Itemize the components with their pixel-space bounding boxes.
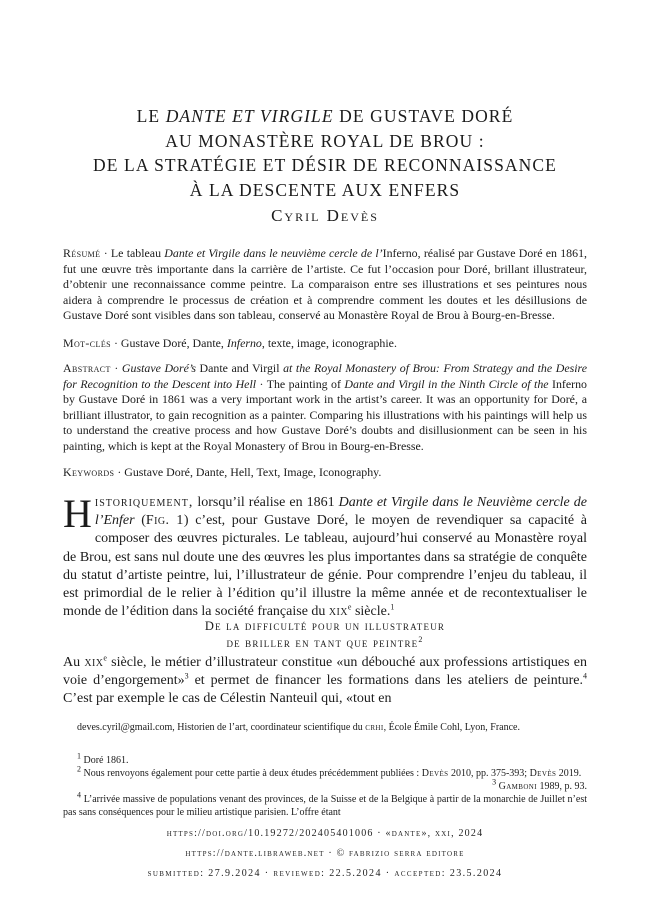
resume-text: Inferno, réalisé par Gustave Doré en 1861, fut une œuvre très importante dans la carrière de l’artiste. Ce fut l’occasion pour Doré, brillant illustrateur, d’obtenir une reconnaissance comme peintre. La comparaison entre ses illustrations et ses peintures nous aidera à comprendre le processus de création et à comprendre comment les doutes et les désillusions de Gustave Doré sont visibles dans son tableau, conservé au Monastère Royal de Brou à Bourg-en-Bresse. bbox=[63, 246, 587, 323]
title-line-2: AU MONASTÈRE ROYAL DE BROU : bbox=[165, 130, 485, 151]
contact-text: , École Émile Cohl, Lyon, France. bbox=[383, 722, 520, 733]
footnote-number: 1 bbox=[77, 751, 81, 761]
resume-italic-title: Dante et Virgile dans le neuvième cercle de l’ bbox=[164, 246, 383, 260]
footnote-text: L’arrivée massive de populations venant des provinces, de la Suisse et de la Belgique à partir de la monarchie de Juillet n’est pas sans conséquences pour le milieu artistique parisien. L’offre étant bbox=[63, 794, 587, 818]
footnote-1 bbox=[63, 751, 587, 768]
mots-cles-text: , texte, image, iconographie. bbox=[261, 336, 397, 350]
mots-cles-italic: Inferno bbox=[226, 336, 262, 350]
footnote-author: Devès bbox=[421, 768, 449, 779]
contact-acronym: crhi bbox=[365, 722, 384, 733]
body-text: C’est par exemple le cas de Célestin Nanteuil qui, «tout en bbox=[63, 691, 392, 707]
footnote-4 bbox=[63, 790, 587, 819]
resume-text: · Le tableau bbox=[100, 246, 165, 260]
body-text: siècle. bbox=[351, 604, 391, 620]
body-text: lorsqu’il réalise en 1861 bbox=[193, 495, 339, 510]
footnote-number: 3 bbox=[492, 777, 497, 787]
resume-label: Résumé bbox=[63, 246, 101, 260]
abstract-italic: Gustave Doré’s bbox=[121, 361, 196, 375]
title-line-4: À LA DESCENTE AUX ENFERS bbox=[189, 179, 461, 200]
title-text: DE GUSTAVE DORÉ bbox=[333, 106, 514, 126]
title-line-1 bbox=[0, 104, 650, 129]
lead-in-word: istoriquement, bbox=[94, 495, 194, 510]
footnote-ref-3[interactable]: 3 bbox=[184, 671, 189, 681]
figure-reference[interactable]: Fig. 1 bbox=[145, 513, 184, 529]
abstract-text: · bbox=[110, 361, 122, 375]
footnote-ref-1[interactable]: 1 bbox=[390, 602, 395, 612]
abstract-text: Dante and Virgil bbox=[195, 361, 284, 375]
section-heading bbox=[0, 618, 650, 652]
keywords-text: · Gustave Doré, Dante, Hell, Text, Image, Iconography. bbox=[114, 465, 382, 479]
work-title: Dante et Virgile dans le Neuvième cercle de l’Enfer bbox=[94, 495, 588, 529]
body-paragraph-2 bbox=[63, 654, 587, 709]
footnote-number: 2 bbox=[77, 764, 81, 774]
author-contact-note bbox=[63, 722, 601, 735]
drop-cap: H bbox=[63, 491, 92, 536]
resume-paragraph bbox=[63, 246, 587, 324]
abstract-text: · The painting of bbox=[256, 376, 345, 391]
abstract-text: Inferno by Gustave Doré in 1861 was a very important work in the artist’s career. It was an opportunity for Doré, a brilliant illustrator, to gain recognition as a painter. Comparing his illustrations with his paintings will help us to understand the creative process and how Gustave Doré’s doubts and disillusionment can be seen in his painting, which is kept at the Royal Monastery of Brou in Bourg-en-Bresse. bbox=[63, 376, 588, 453]
body-text: siècle, le métier d’illustrateur constitue «un débouché aux professions artistiques en voie d’engorgement» bbox=[63, 655, 587, 689]
abstract-paragraph bbox=[63, 361, 587, 455]
footnote-author: Gamboni bbox=[498, 780, 537, 792]
title-italic-text: DANTE ET VIRGILE bbox=[165, 106, 334, 126]
keywords-line bbox=[63, 465, 587, 481]
section-heading-line-1: De la difficulté pour un illustrateur bbox=[204, 619, 446, 633]
mots-cles-label: Mot-clés bbox=[63, 336, 111, 350]
century-superscript: e bbox=[347, 602, 352, 612]
abstract-italic: at the Royal Monastery of Brou: From Strategy and the Desire for Recognition to the Descent into Hell bbox=[63, 361, 587, 391]
doi-line[interactable]: https://doi.org/10.19272/202405401006 · «dante», xxi, 2024 bbox=[166, 828, 484, 839]
century-superscript: e bbox=[103, 653, 107, 663]
title-text: LE bbox=[136, 106, 166, 126]
footnote-text: 1989, p. 93. bbox=[537, 780, 587, 792]
body-text: Au bbox=[63, 655, 85, 670]
article-title bbox=[0, 104, 650, 202]
abstract-italic: Dante and Virgil in the Ninth Circle of the bbox=[344, 376, 549, 391]
footnote-number: 4 bbox=[77, 790, 81, 800]
century-numeral: xix bbox=[328, 604, 348, 620]
footnote-text: Doré 1861. bbox=[81, 755, 129, 766]
footnote-text: 2010, pp. 375-393; bbox=[448, 768, 530, 779]
keywords-label: Keywords bbox=[63, 465, 115, 479]
abstract-label: Abstract bbox=[63, 361, 111, 375]
journal-url-line[interactable]: https://dante.libraweb.net · © fabrizio serra editore bbox=[185, 848, 465, 859]
footnote-author: Devès bbox=[529, 768, 557, 779]
section-heading-line-2 bbox=[0, 635, 650, 652]
section-heading-text: de briller en tant que peintre bbox=[226, 636, 419, 650]
author-name: Cyril Devès bbox=[271, 206, 379, 225]
footnote-3 bbox=[478, 777, 587, 794]
footnote-text: Nous renvoyons également pour cette partie à deux études précédemment publiées : bbox=[81, 768, 422, 779]
footnote-text: 2019. bbox=[556, 768, 582, 779]
footnote-ref-2[interactable]: 2 bbox=[418, 634, 424, 644]
body-paragraph-1 bbox=[63, 491, 588, 621]
body-text: ( bbox=[134, 513, 146, 529]
body-text: et permet de financer les formations dans les ateliers de peinture. bbox=[188, 673, 583, 689]
title-line-3: DE LA STRATÉGIE ET DÉSIR DE RECONNAISSANCE bbox=[93, 155, 557, 175]
footnote-2 bbox=[63, 764, 587, 793]
mots-cles-line bbox=[63, 336, 587, 352]
footnote-ref-4[interactable]: 4 bbox=[583, 671, 587, 681]
contact-text: deves.cyril@gmail.com, Historien de l’art, coordinateur scientifique du bbox=[77, 722, 366, 733]
body-text: ) c’est, pour Gustave Doré, le moyen de revendiquer sa capacité à composer des œuvres picturales. Le tableau, aujourd’hui conservé au Monastère royal de Brou, est sans nul doute une des œuvres les plus importantes dans sa stratégie de conquête du statut d’artiste peintre, lui, l’illustrateur de génie. Pour comprendre l’enjeu du tableau, il est primordial de le relier à l’édition qu’il illustre la même année et de recontextualiser le monde de l’édition dans la société française du bbox=[63, 513, 587, 620]
submission-dates-line: submitted: 27.9.2024 · reviewed: 22.5.2024 · accepted: 23.5.2024 bbox=[147, 868, 503, 879]
century-numeral: xix bbox=[84, 655, 104, 670]
mots-cles-text: · Gustave Doré, Dante, bbox=[110, 336, 227, 350]
